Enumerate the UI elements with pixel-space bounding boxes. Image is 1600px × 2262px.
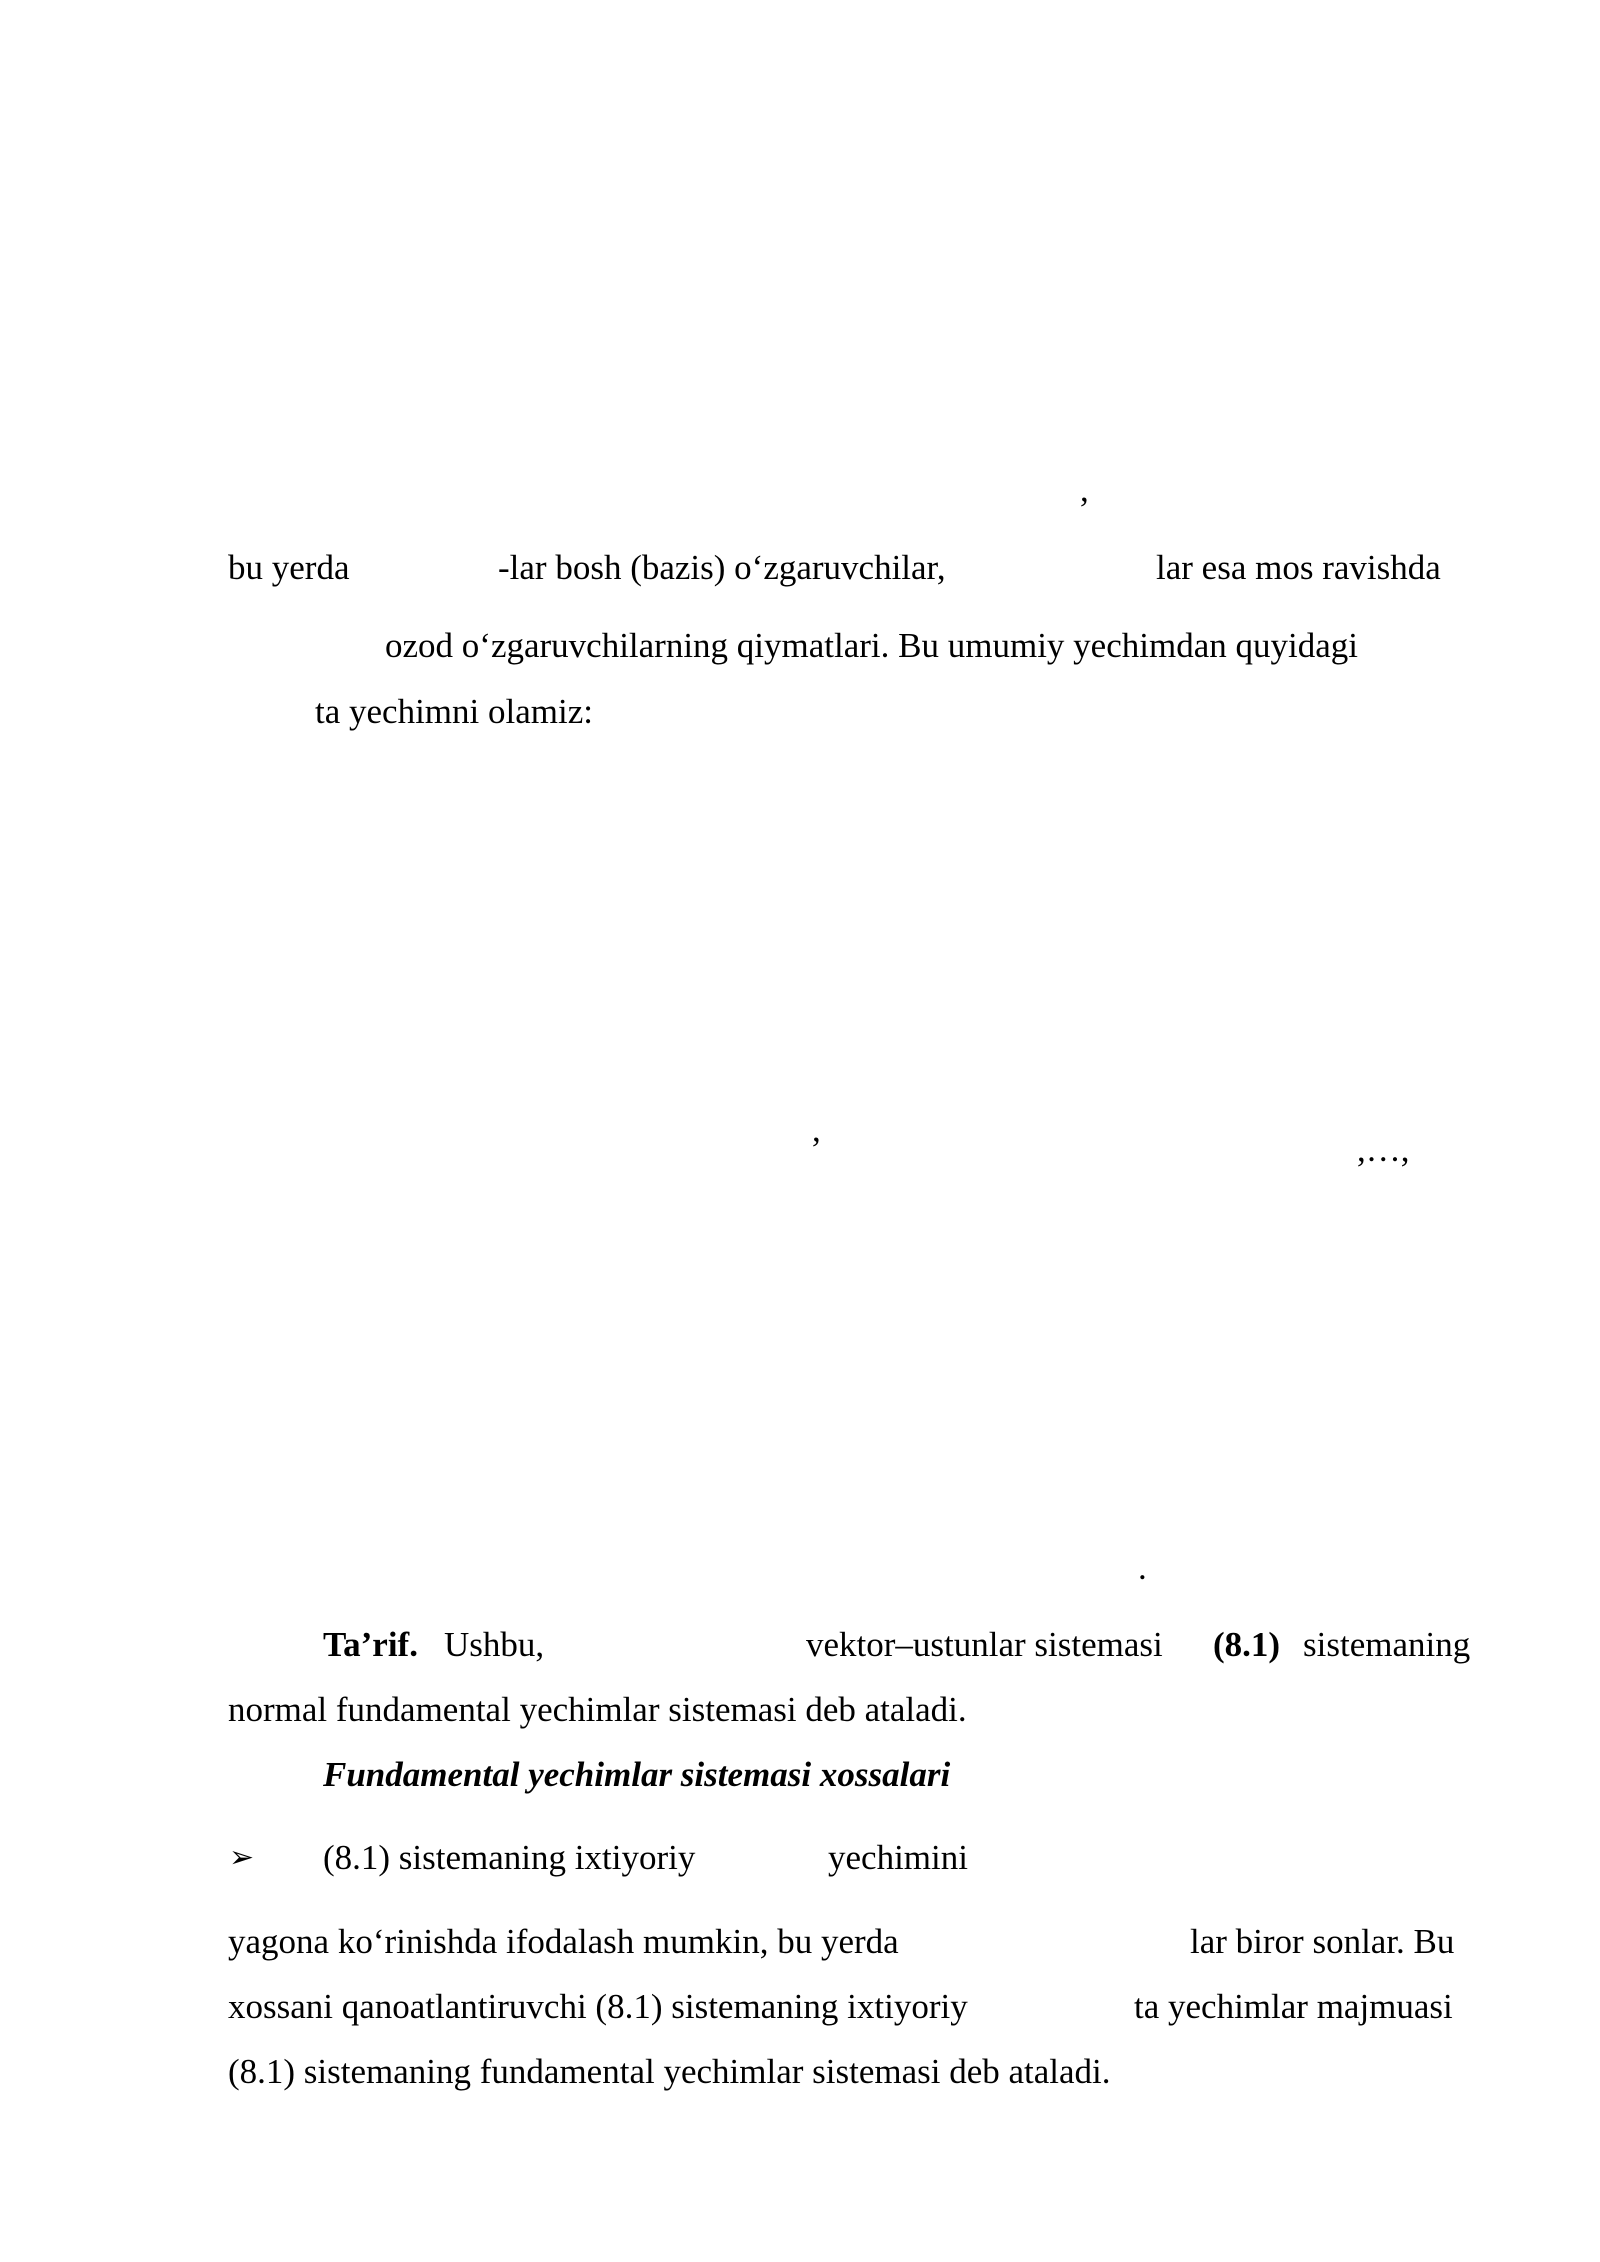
- formula-ellipsis: ,…,: [1357, 1130, 1410, 1169]
- para1-line1-middle: -lar bosh (bazis) o‘zgaruvchilar,: [498, 548, 946, 587]
- property-line4: (8.1) sistemaning fundamental yechimlar sistemasi deb ataladi.: [228, 2052, 1111, 2091]
- para1-line3: ta yechimni olamiz:: [315, 692, 593, 731]
- definition-text-middle: vektor–ustunlar sistemasi: [806, 1625, 1163, 1664]
- para1-line1-start: bu yerda: [228, 548, 350, 587]
- definition-reference: (8.1): [1213, 1625, 1281, 1664]
- definition-text-start: Ushbu,: [444, 1625, 545, 1664]
- property-line1-start: (8.1) sistemaning ixtiyoriy: [323, 1838, 696, 1877]
- property-line3-end: ta yechimlar majmuasi: [1134, 1987, 1453, 2026]
- section-heading: Fundamental yechimlar sistemasi xossalari: [323, 1755, 951, 1794]
- para1-line2: ozod o‘zgaruvchilarning qiymatlari. Bu umumiy yechimdan quyidagi: [385, 626, 1358, 665]
- property-line2-end: lar biror sonlar. Bu: [1190, 1922, 1455, 1961]
- definition-line2: normal fundamental yechimlar sistemasi deb ataladi.: [228, 1690, 967, 1729]
- formula-period: .: [1138, 1548, 1147, 1587]
- formula-comma: ,: [1080, 470, 1089, 509]
- formula-comma: ,: [812, 1110, 821, 1149]
- property-line2-start: yagona ko‘rinishda ifodalash mumkin, bu yerda: [228, 1922, 899, 1961]
- definition-text-end: sistemaning: [1303, 1625, 1471, 1664]
- property-line1-end: yechimini: [828, 1838, 968, 1877]
- arrow-bullet-icon: ➢: [229, 1840, 255, 1875]
- para1-line1-end: lar esa mos ravishda: [1156, 548, 1441, 587]
- definition-label: Ta’rif.: [323, 1625, 418, 1664]
- property-line3-start: xossani qanoatlantiruvchi (8.1) sistemaning ixtiyoriy: [228, 1987, 968, 2026]
